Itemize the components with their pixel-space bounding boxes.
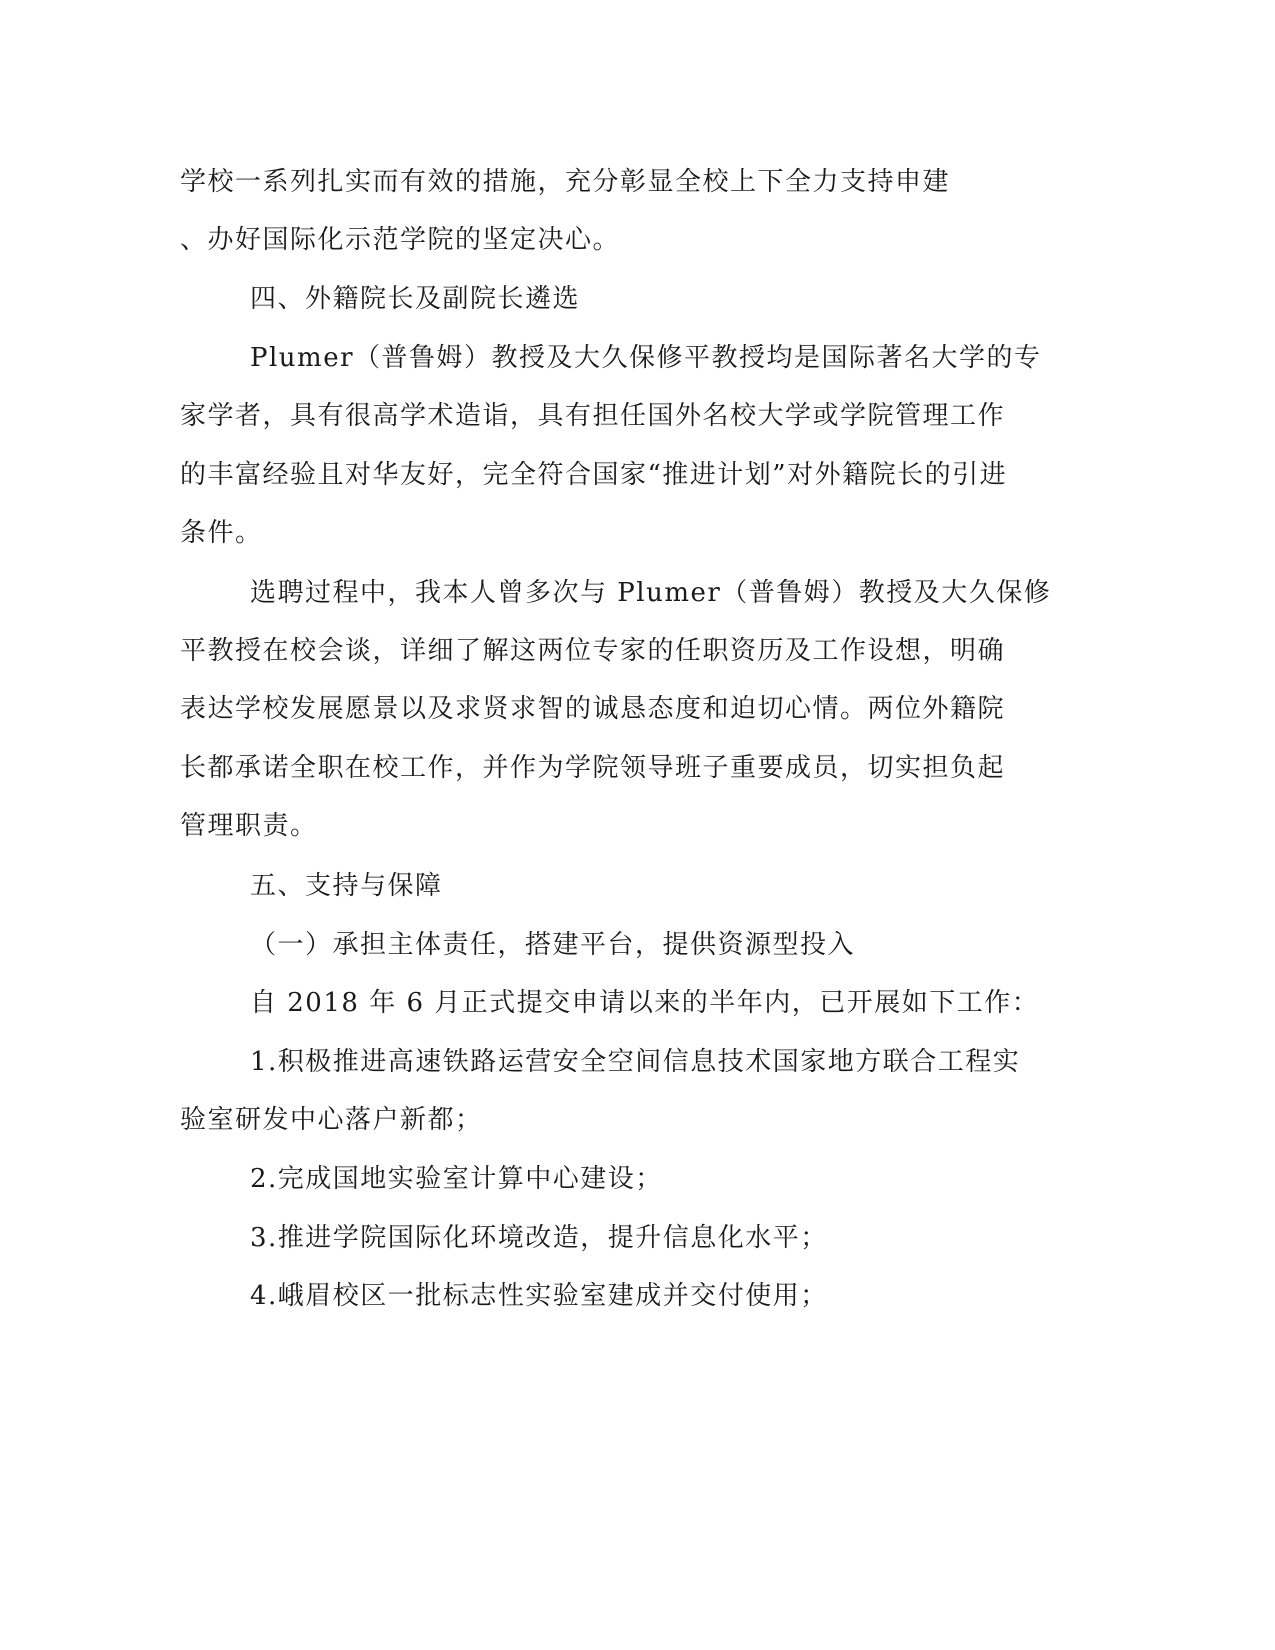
body-text-line: 自 2018 年 6 月正式提交申请以来的半年内，已开展如下工作： [250,988,1040,1018]
section-heading: 四、外籍院长及副院长遴选 [250,284,581,314]
body-text-line: 学校一系列扎实而有效的措施，充分彰显全校上下全力支持申建 [180,167,951,197]
body-text-line: 表达学校发展愿景以及求贤求智的诚恳态度和迫切心情。两位外籍院 [180,694,1006,724]
body-text-line: 管理职责。 [180,811,318,841]
subsection-heading: （一）承担主体责任，搭建平台，提供资源型投入 [250,930,856,960]
list-item: 2.完成国地实验室计算中心建设； [250,1164,663,1194]
section-heading: 五、支持与保障 [250,871,443,901]
body-text-line: Plumer（普鲁姆）教授及大久保修平教授均是国际著名大学的专 [250,343,1042,373]
list-item: 3.推进学院国际化环境改造，提升信息化水平； [250,1223,828,1253]
body-text-line: 选聘过程中，我本人曾多次与 Plumer（普鲁姆）教授及大久保修 [250,578,1052,608]
body-text-line: 长都承诺全职在校工作，并作为学院领导班子重要成员，切实担负起 [180,753,1006,783]
body-text-line: 、办好国际化示范学院的坚定决心。 [180,225,621,255]
list-item: 1.积极推进高速铁路运营安全空间信息技术国家地方联合工程实 [250,1047,1021,1077]
body-text-line: 平教授在校会谈，详细了解这两位专家的任职资历及工作设想，明确 [180,636,1006,666]
body-text-line: 家学者，具有很高学术造诣，具有担任国外名校大学或学院管理工作 [180,401,1006,431]
body-text-line: 的丰富经验且对华友好，完全符合国家“推进计划”对外籍院长的引进 [180,460,1008,490]
list-item-continuation: 验室研发中心落户新都； [180,1105,483,1135]
body-text-line: 条件。 [180,518,263,548]
list-item: 4.峨眉校区一批标志性实验室建成并交付使用； [250,1281,828,1311]
